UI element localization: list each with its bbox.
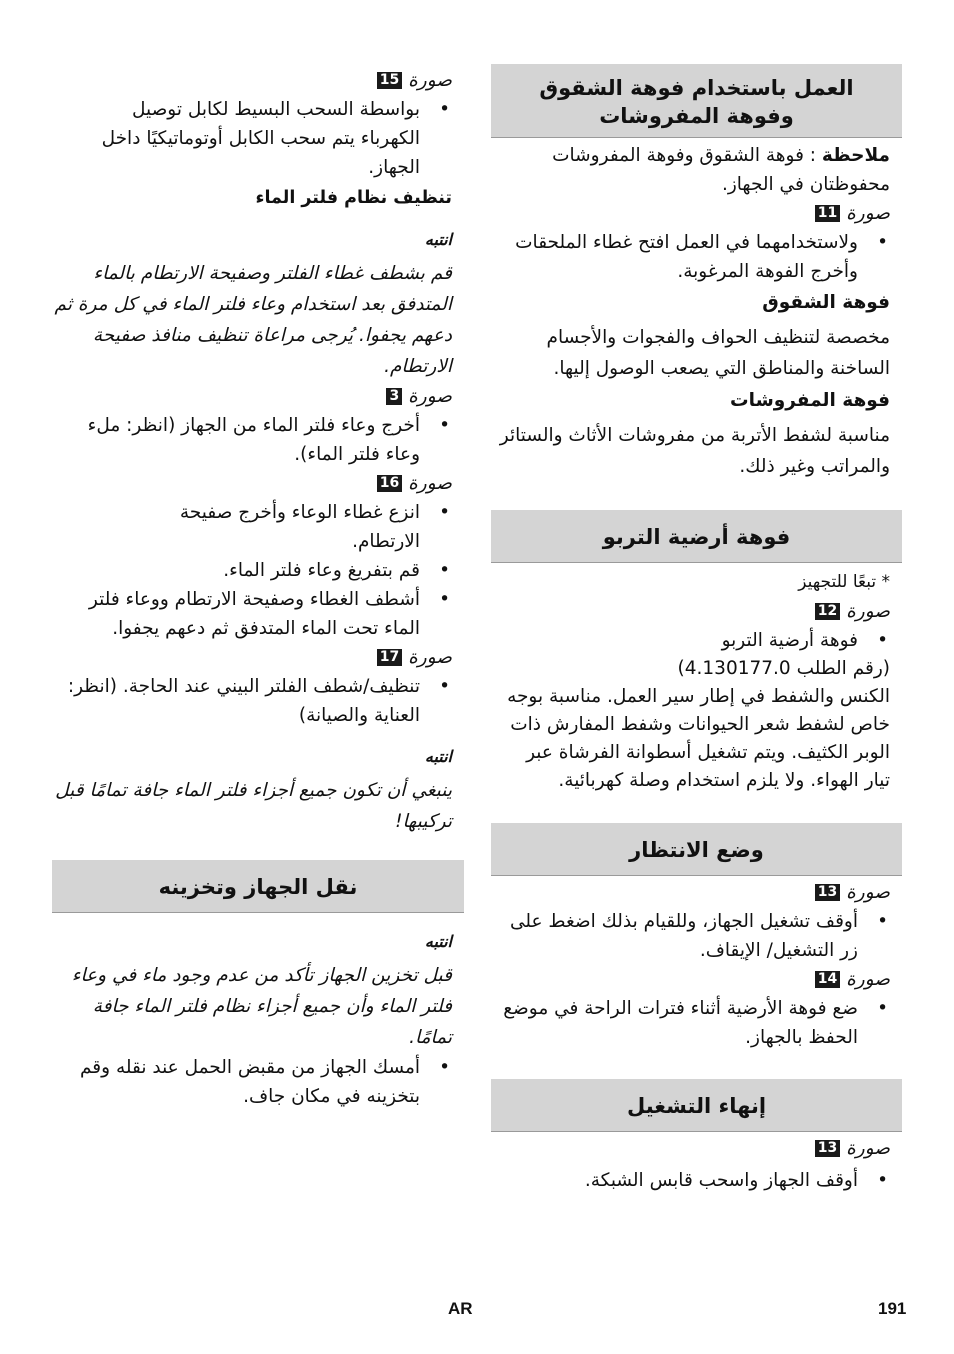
bullet-list: [491, 907, 902, 965]
figure-number: 11: [815, 205, 840, 222]
figure-number: 14: [815, 971, 840, 988]
bullet-list: [52, 95, 464, 182]
figure-number: 13: [815, 1140, 840, 1157]
paragraph: الكنس والشفط في إطار سير العمل. مناسبة بوجه خاص لشفط شعر الحيوانات وشفط المفارش ذات الوبر الكثيف. ويتم تشغيل أسطوانة الفرشاة عبر تيار الهواء. ولا يلزم استخدام وصلة كهربائية.: [507, 686, 890, 791]
list-item: • أوقف الجهاز واسحب قابس الشبكة.: [491, 1166, 902, 1195]
figure-number: 16: [377, 475, 402, 492]
figure-ref: صورة 13: [491, 878, 902, 907]
figure-ref: صورة 17: [52, 643, 464, 672]
list-item: • بواسطة السحب البسيط لكابل توصيل الكهرباء يتم سحب الكابل أوتوماتيكيًا داخل الجهاز.: [52, 95, 464, 182]
list-item: • ولاستخدامهما في العمل افتح غطاء الملحقات وأخرج الفوهة المرغوبة.: [491, 228, 902, 286]
subheading-upholstery: فوهة المفروشات: [730, 390, 890, 411]
right-column: [491, 64, 902, 1195]
figure-number: 12: [815, 603, 840, 620]
figure-number: 3: [386, 388, 402, 405]
section-header-turbo: فوهة أرضية التربو: [491, 510, 902, 563]
note-label: ملاحظة: [821, 145, 890, 166]
list-item: • أوقف تشغيل الجهاز، وللقيام بذلك اضغط على زر التشغيل/ الإيقاف.: [491, 907, 902, 965]
subheading-water-filter: تنظيف نظام فلتر الماء: [255, 188, 452, 208]
list-item: • قم بتفريغ وعاء فلتر الماء.: [52, 556, 464, 585]
bullet-list: [52, 411, 464, 469]
figure-ref: صورة 12: [491, 597, 902, 626]
figure-number: 17: [377, 649, 402, 666]
subheading-crevice: فوهة الشقوق: [762, 292, 890, 313]
figure-ref: صورة 3: [52, 382, 464, 411]
figure-ref: صورة 11: [491, 199, 902, 228]
bullet-list: [52, 672, 464, 730]
warning-text: ينبغي أن تكون جميع أجزاء فلتر الماء جافة تمامًا قبل تركيبها!: [55, 780, 452, 832]
bullet-list: [491, 228, 902, 286]
warning-label: انتبه: [424, 230, 452, 249]
warning-label: انتبه: [424, 932, 452, 951]
paragraph: مناسبة لشفط الأتربة من مفروشات الأثاث والستائر والمراتب وغير ذلك.: [499, 425, 890, 477]
warning-label: انتبه: [424, 747, 452, 766]
figure-number: 13: [815, 884, 840, 901]
list-item: • فوهة أرضية التربو: [491, 626, 902, 655]
figure-ref: صورة 16: [52, 469, 464, 498]
section-header-standby: وضع الانتظار: [491, 823, 902, 876]
list-item: • انزع غطاء الوعاء وأخرج صفيحة الارتطام.: [52, 498, 464, 556]
paragraph: مخصصة لتنظيف الحواف والفجوات والأجسام الساخنة والمناطق التي يصعب الوصول إليها.: [546, 327, 890, 379]
figure-number: 15: [377, 72, 402, 89]
footer-language: AR: [448, 1299, 473, 1318]
paragraph: * تبعًا للتجهيز: [798, 572, 890, 592]
figure-ref: صورة 14: [491, 965, 902, 994]
figure-ref: صورة 15: [52, 66, 464, 95]
warning-text: قبل تخزين الجهاز تأكد من عدم وجود ماء في وعاء فلتر الماء وأن جميع أجزاء نظام فلتر الماء جافة تمامًا.: [71, 965, 452, 1048]
note-text: : فوهة الشقوق وفوهة المفروشات محفوظتان في الجهاز.: [552, 145, 890, 195]
order-number: (رقم الطلب 4.130177.0): [677, 658, 890, 679]
list-item: • أشطف الغطاء وصفيحة الارتطام ووعاء فلتر الماء تحت الماء المتدفق ثم دعهم يجفوا.: [52, 585, 464, 643]
list-item: • أمسك الجهاز من مقبض الحمل عند نقله وقم بتخزينه في مكان جاف.: [52, 1053, 464, 1111]
bullet-list: [52, 1053, 464, 1111]
list-item: • ضع فوهة الأرضية أثناء فترات الراحة في موضع الحفظ بالجهاز.: [491, 994, 902, 1052]
page-number: 191: [878, 1299, 907, 1318]
bullet-list: [52, 498, 464, 643]
section-header-shutdown: إنهاء التشغيل: [491, 1079, 902, 1132]
section-header-transport-storage: نقل الجهاز وتخزينه: [52, 860, 464, 913]
left-column: [52, 66, 464, 1111]
list-item: • أخرج وعاء فلتر الماء من الجهاز (انظر: ملء وعاء فلتر الماء).: [52, 411, 464, 469]
bullet-list: [491, 1166, 902, 1195]
figure-ref: صورة 13: [491, 1134, 902, 1163]
warning-text: قم بشطف غطاء الفلتر وصفيحة الارتطام بالماء المتدفق بعد استخدام وعاء فلتر الماء في كل مرة ثم دعهم يجفوا. يُرجى مراعاة تنظيف منافذ صفيحة الارتطام.: [54, 263, 452, 377]
bullet-list: [491, 626, 902, 655]
note-paragraph: [491, 141, 902, 199]
list-item: • تنظيف/شطف الفلتر البيني عند الحاجة. (انظر: العناية والصيانة): [52, 672, 464, 730]
bullet-list: [491, 994, 902, 1052]
section-header-crevice-upholstery: العمل باستخدام فوهة الشقوق وفوهة المفروشات: [491, 64, 902, 138]
